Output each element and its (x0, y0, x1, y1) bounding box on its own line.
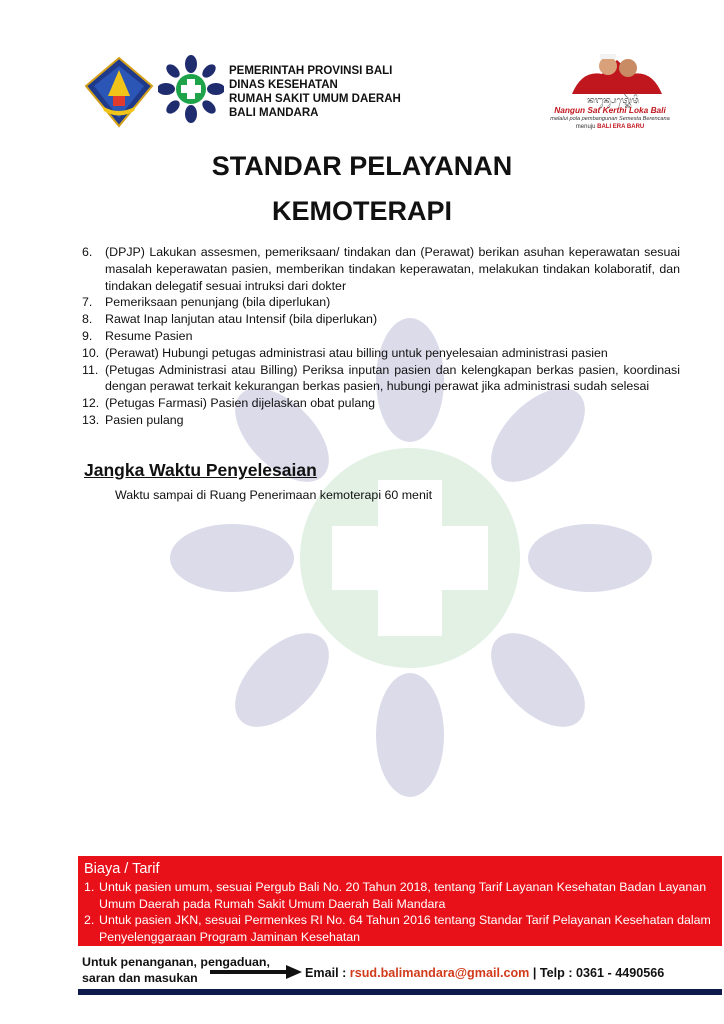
watermark-petal (218, 616, 345, 743)
rsud-bali-mandara-logo (158, 55, 224, 123)
phone-number: 0361 - 4490566 (576, 966, 665, 980)
list-item (84, 912, 716, 945)
fee-number: 1. (84, 880, 95, 894)
header-line: DINAS KESEHATAN (229, 79, 338, 91)
step-text: (Petugas Administrasi atau Billing) Periksa inputan pasien dan kelengkapan berkas pasien, koordinasi dengan perawat terkait kekurangan berkas pasien, hubungi perawat jika administrasi sudah selesai (105, 362, 680, 394)
fee-text: Untuk pasien JKN, sesuai Permenkes RI No. 64 Tahun 2016 tentang Standar Tarif Pelayanan Kesehatan dalam Penyelenggaraan Program Jaminan Kesehatan (99, 913, 711, 944)
list-item (82, 395, 680, 412)
campaign-portrait (572, 50, 662, 94)
contact-label-line: saran dan masukan (82, 971, 198, 985)
campaign-banner (540, 50, 680, 136)
campaign-slogan: Nangun Sat Kerthi Loka Bali (554, 105, 666, 115)
step-text: Pemeriksaan penunjang (bila diperlukan) (105, 295, 331, 310)
fees-box (78, 856, 722, 946)
fee-number: 2. (84, 913, 95, 927)
watermark-petal (376, 673, 444, 797)
campaign-tagline-highlight: BALI ERA BARU (597, 124, 645, 130)
header-line: PEMERINTAH PROVINSI BALI (229, 65, 393, 77)
step-number: 13. (82, 412, 100, 427)
step-number: 7. (82, 295, 93, 310)
step-text: (DPJP) Lakukan assesmen, pemeriksaan/ tindakan dan (Perawat) berikan asuhan keperawatan sesuai masalah keperawatan pasien, memberikan tindakan keperawatan, melakukan tindakan kolaboratif, dan tindakan delegatif sesuai intruksi dari dokter (105, 245, 680, 293)
header-line: BALI MANDARA (229, 107, 319, 119)
step-number: 10. (82, 345, 100, 360)
arrow-right-icon (210, 965, 302, 979)
list-item (82, 244, 680, 294)
title-line-2: KEMOTERAPI (271, 196, 452, 226)
contact-label-line: Untuk penanganan, pengaduan, (82, 955, 270, 969)
list-item (82, 345, 680, 362)
step-text: Resume Pasien (105, 328, 193, 343)
phone-label: Telp : (539, 966, 573, 980)
step-number: 11. (82, 362, 99, 377)
list-item (82, 311, 680, 328)
section-body-text: Waktu sampai di Ruang Penerimaan kemoterapi 60 menit (115, 488, 433, 502)
separator: | (532, 966, 537, 980)
step-number: 12. (82, 396, 100, 411)
email-label: Email : (305, 966, 347, 980)
balinese-script: ᬦᬗᬸᬦ᭄ᬲᬢ᭄ᬓᬾᬃᬣᬶ (587, 95, 639, 105)
step-number: 9. (82, 328, 93, 343)
watermark-petal (528, 524, 652, 592)
campaign-tagline (540, 124, 680, 130)
section-heading: Jangka Waktu Penyelesaian (84, 460, 317, 480)
step-text: Rawat Inap lanjutan atau Intensif (bila diperlukan) (105, 312, 378, 327)
campaign-tagline-prefix: menuju (575, 124, 596, 130)
institution-header (229, 64, 401, 120)
header-line: RUMAH SAKIT UMUM DAERAH (229, 93, 401, 105)
email-link[interactable]: rsud.balimandara@gmail.com (349, 966, 530, 980)
list-item (82, 328, 680, 345)
footer-divider (78, 989, 722, 995)
procedure-steps-list (82, 244, 680, 429)
step-text: (Petugas Farmasi) Pasien dijelaskan obat pulang (105, 396, 375, 411)
fee-text: Untuk pasien umum, sesuai Pergub Bali No. 20 Tahun 2018, tentang Tarif Layanan Kesehatan Badan Layanan Umum Daerah pada Rumah Sakit Umum Daerah Bali Mandara (99, 880, 707, 911)
list-item (82, 362, 680, 396)
step-text: Pasien pulang (105, 412, 184, 427)
campaign-subline: melalui pola pembangunan Semesta Berencana (550, 116, 670, 122)
step-number: 8. (82, 312, 93, 327)
list-item (82, 412, 680, 429)
contact-info (305, 966, 664, 980)
title-line-1: STANDAR PELAYANAN (211, 151, 513, 181)
list-item (82, 294, 680, 311)
fees-title: Biaya / Tarif (84, 861, 160, 877)
step-number: 6. (82, 245, 93, 259)
page-title (0, 144, 724, 234)
step-text: (Perawat) Hubungi petugas administrasi atau billing untuk penyelesaian administrasi pasien (105, 345, 608, 360)
watermark-petal (170, 524, 294, 592)
list-item (84, 879, 716, 912)
watermark-petal (474, 616, 601, 743)
province-bali-logo (84, 56, 154, 128)
